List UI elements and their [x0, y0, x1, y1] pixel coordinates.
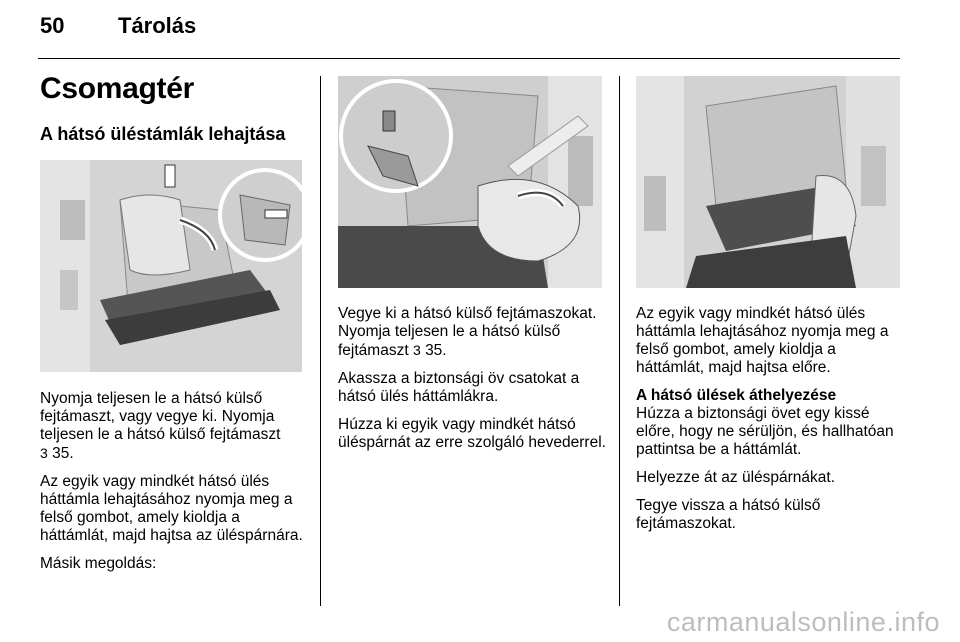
col1-paragraph-2: Az egyik vagy mindkét hátsó ülés háttámla lehajtásához nyomja meg a felső gombot, amely kioldja a háttámlát, majd hajtsa az üléspárnára. — [40, 473, 303, 544]
col1-paragraph-1 — [40, 390, 308, 463]
section-subtitle: A hátsó üléstámlák lehajtása — [40, 124, 286, 144]
seat-fold-photo-1 — [40, 160, 302, 372]
col3-paragraph-4: Tegye vissza a hátsó külső fejtámaszokat. — [636, 497, 821, 532]
col3-heading: A hátsó ülések áthelyezése — [636, 387, 837, 404]
page-number: 50 — [40, 13, 65, 38]
col3-paragraph-1: Az egyik vagy mindkét hátsó ülés háttámla lehajtásához nyomja meg a felső gombot, amely kioldja a háttámlát, majd hajtsa előre. — [636, 305, 889, 376]
page-ref-icon: 3 — [40, 445, 48, 461]
header-rule — [38, 58, 900, 59]
column-2-text — [338, 305, 610, 462]
page-title: Csomagtér — [40, 72, 195, 105]
column-3-text — [636, 305, 904, 543]
column-divider-2 — [619, 76, 620, 606]
column-1-text — [40, 390, 308, 583]
col2-paragraph-1 — [338, 305, 610, 360]
seat-fold-photo-2 — [338, 76, 602, 288]
column-divider-1 — [320, 76, 321, 606]
col2-p1-text: Vegye ki a hátsó külső fejtámaszokat. Nyomja teljesen le a hátsó külső fejtámaszt — [338, 305, 597, 359]
col1-p1-text: Nyomja teljesen le a hátsó külső fejtámaszt, vagy vegye ki. Nyomja teljesen le a hátsó külső fejtámaszt — [40, 390, 281, 443]
col1-p1-ref: 35. — [52, 445, 74, 462]
col1-paragraph-3: Másik megoldás: — [40, 555, 157, 572]
col2-p1-ref: 35. — [425, 342, 447, 359]
col3-paragraph-3: Helyezze át az üléspárnákat. — [636, 469, 836, 486]
col2-paragraph-2: Akassza a biztonsági öv csatokat a hátsó ülés háttámlákra. — [338, 370, 580, 405]
col2-paragraph-3: Húzza ki egyik vagy mindkét hátsó üléspárnát az erre szolgáló hevederrel. — [338, 416, 606, 451]
page-ref-icon: 3 — [412, 342, 421, 358]
watermark: carmanualsonline.info — [666, 607, 940, 637]
col3-paragraph-2: Húzza a biztonsági övet egy kissé előre, hogy ne sérüljön, és hallhatóan pattintsa be a háttámlát. — [636, 405, 894, 458]
seat-fold-photo-3 — [636, 76, 900, 288]
section-title: Tárolás — [118, 13, 197, 38]
